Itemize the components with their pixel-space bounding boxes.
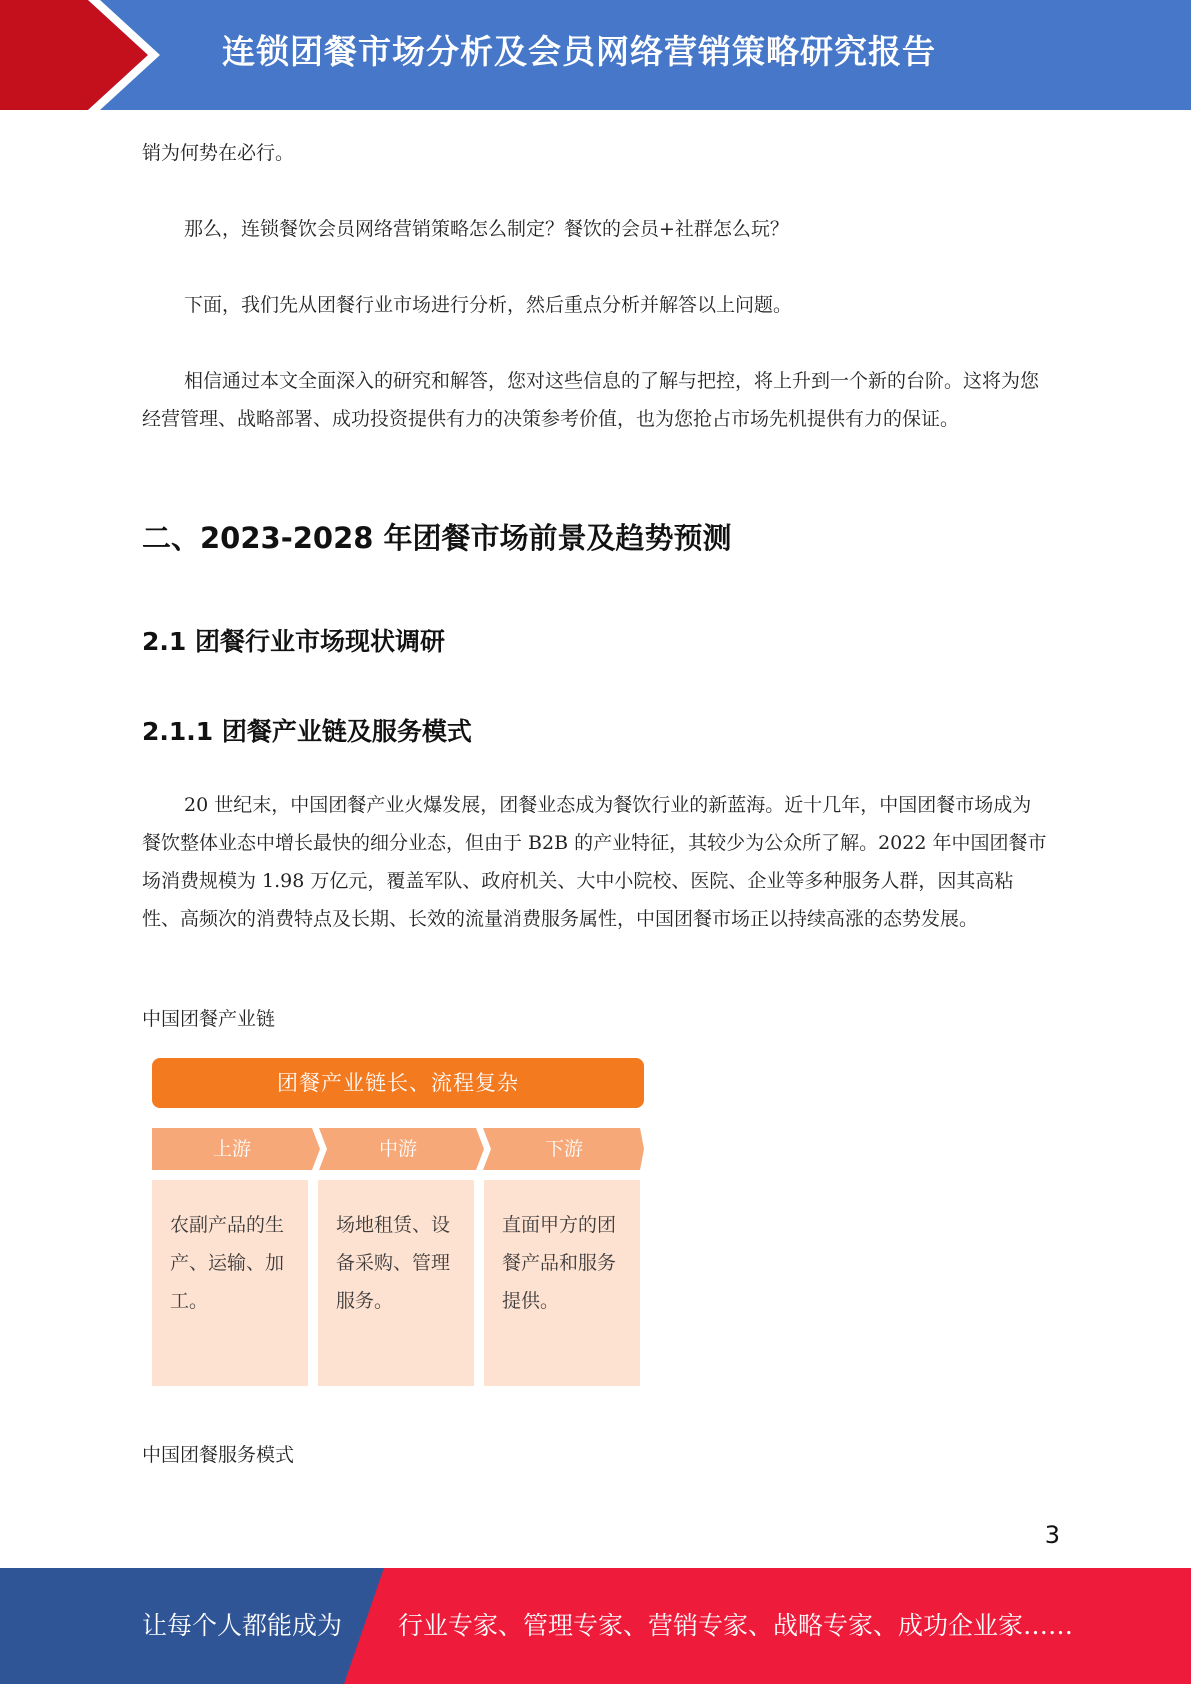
paragraph-intro: 下面，我们先从团餐行业市场进行分析，然后重点分析并解答以上问题。: [184, 294, 793, 316]
stage-label-midstream: 中游: [378, 1138, 417, 1160]
stage-box-upstream: [152, 1180, 308, 1386]
stage-box-midstream: [318, 1180, 474, 1386]
footer-slogan-left: 让每个人都能成为: [142, 1611, 343, 1640]
section-heading: 二、2023-2028 年团餐市场前景及趋势预测: [142, 521, 732, 555]
figure-caption-chain: 中国团餐产业链: [142, 1008, 276, 1030]
footer-slogan-right: 行业专家、管理专家、营销专家、战略专家、成功企业家……: [398, 1611, 1074, 1640]
subsection-heading: 2.1 团餐行业市场现状调研: [142, 627, 445, 656]
stage-text-upstream: 农副产品的生产、运输、加工。: [170, 1214, 285, 1312]
paragraph-value: 相信通过本文全面深入的研究和解答，您对这些信息的了解与把控，将上升到一个新的台阶。这将为您经营管理、战略部署、成功投资提供有力的决策参考价值，也为您抢占市场先机提供有力的保证。: [142, 370, 1040, 430]
page-header: [0, 0, 1191, 110]
paragraph-market: 20 世纪末，中国团餐产业火爆发展，团餐业态成为餐饮行业的新蓝海。近十几年，中国团餐市场成为餐饮整体业态中增长最快的细分业态，但由于 B2B 的产业特征，其较少为公众所了解。2022 年中国团餐市场消费规模为 1.98 万亿元，覆盖军队、政府机关、大中小院校、医院、企业等多种服务人群，因其高粘性、高频次的消费特点及长期、长效的流量消费服务属性，中国团餐市场正以持续高涨的态势发展。: [142, 794, 1047, 930]
paragraph-question: 那么，连锁餐饮会员网络营销策略怎么制定？餐饮的会员+社群怎么玩？: [184, 218, 789, 240]
page-footer: [0, 1568, 1191, 1684]
page-number: 3: [1044, 1521, 1060, 1549]
stage-label-upstream: 上游: [212, 1138, 251, 1160]
stage-box-downstream: [484, 1180, 640, 1386]
stage-label-downstream: 下游: [544, 1138, 583, 1160]
subsubsection-heading: 2.1.1 团餐产业链及服务模式: [142, 717, 472, 746]
industry-chain-figure: [152, 1058, 644, 1388]
report-title: 连锁团餐市场分析及会员网络营销策略研究报告: [222, 32, 936, 71]
figure-banner: 团餐产业链长、流程复杂: [152, 1058, 644, 1108]
stage-text-downstream: 直面甲方的团餐产品和服务提供。: [502, 1214, 617, 1312]
paragraph-continued: 销为何势在必行。: [142, 142, 295, 164]
stage-text-midstream: 场地租赁、设备采购、管理服务。: [336, 1214, 451, 1312]
figure-caption-service: 中国团餐服务模式: [142, 1444, 295, 1466]
